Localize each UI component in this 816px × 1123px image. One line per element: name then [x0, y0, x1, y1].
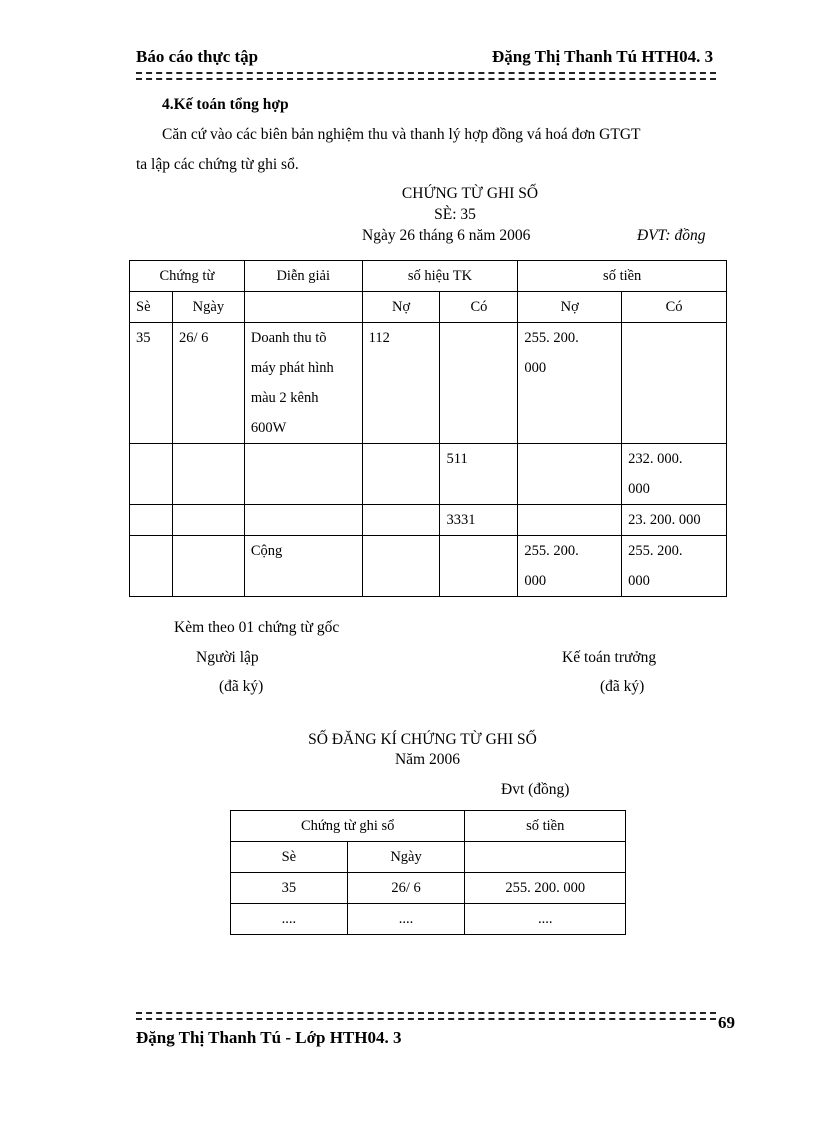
register-title: SỐ ĐĂNG KÍ CHỨNG TỪ GHI SỐ [308, 731, 537, 748]
voucher-number: SÈ: 35 [434, 206, 476, 223]
desc-line: 600W [250, 420, 287, 436]
chief-signed: (đã ký) [600, 678, 645, 695]
paragraph-line-1: Căn cứ vào các biên bản nghiệm thu và thanh lý hợp đồng vá hoá đơn GTGT [162, 126, 641, 143]
desc-line: Doanh thu tõ [250, 330, 327, 346]
desc-line: màu 2 kênh [250, 390, 319, 406]
cell-date: 26/ 6 [347, 873, 465, 904]
col-date: Ngày [172, 292, 244, 323]
paragraph-line-2: ta lập các chứng từ ghi sổ. [136, 156, 299, 173]
voucher-date: Ngày 26 tháng 6 năm 2006 [362, 227, 531, 244]
page-number: 69 [718, 1013, 735, 1032]
amount-line: 255. 200. [628, 543, 683, 559]
preparer-signed: (đã ký) [219, 678, 264, 695]
col-amount: số tiền [518, 261, 727, 292]
register-table [230, 810, 626, 935]
col-no: Sè [231, 842, 348, 873]
amount-line: 000 [628, 481, 650, 497]
cell-debit-account: 112 [362, 323, 440, 444]
table-header-row [231, 811, 626, 842]
voucher-title: CHỨNG TỪ GHI SỐ [401, 185, 539, 202]
col-description: Diễn giải [244, 261, 362, 292]
table-row [231, 904, 626, 935]
col-amount-debit: Nợ [518, 292, 622, 323]
header-divider [136, 72, 716, 80]
col-account-credit: Có [440, 292, 518, 323]
col-amount-credit: Có [622, 292, 727, 323]
cell-amount: .... [465, 904, 626, 935]
table-row [130, 444, 727, 505]
section-title: 4.Kế toán tổng hợp [162, 96, 289, 113]
cell-credit-account: 3331 [440, 505, 518, 536]
cell-no: 35 [130, 323, 173, 444]
table-row-total [130, 536, 727, 597]
amount-line: 000 [628, 573, 650, 589]
table-header-row [130, 261, 727, 292]
register-year: Năm 2006 [394, 751, 460, 768]
col-no: Sè [130, 292, 173, 323]
table-row [130, 323, 727, 444]
amount-line: 255. 200. [524, 543, 579, 559]
col-date: Ngày [347, 842, 465, 873]
voucher-table [129, 260, 727, 597]
chief-label: Kế toán trưởng [562, 649, 657, 666]
table-subheader-row [130, 292, 727, 323]
cell-credit-account: 511 [440, 444, 518, 505]
preparer-label: Người lập [196, 649, 259, 666]
amount-line: 000 [524, 573, 547, 589]
footer-left: Đặng Thị Thanh Tú - Lớp HTH04. 3 [136, 1028, 402, 1047]
amount-line: 232. 000. [628, 451, 683, 467]
col-amount: số tiền [465, 811, 626, 842]
cell-description [244, 323, 362, 444]
desc-line: máy phát hình [250, 360, 334, 376]
table-subheader-row [231, 842, 626, 873]
header-right: Đặng Thị Thanh Tú HTH04. 3 [492, 47, 714, 66]
amount-line: 000 [524, 360, 547, 376]
cell-amount: 255. 200. 000 [465, 873, 626, 904]
register-unit: Đvt (đồng) [501, 781, 570, 798]
table-row [130, 505, 727, 536]
col-account-debit: Nợ [362, 292, 440, 323]
cell-credit-amount: 23. 200. 000 [622, 505, 727, 536]
cell-total-label: Cộng [244, 536, 362, 597]
cell-no: 35 [231, 873, 348, 904]
voucher-unit: ĐVT: đồng [637, 227, 706, 244]
col-voucher: Chứng từ ghi sổ [231, 811, 465, 842]
amount-line: 255. 200. [524, 330, 579, 346]
header-left: Báo cáo thực tập [136, 47, 259, 66]
table-row [231, 873, 626, 904]
cell-total-debit [518, 536, 622, 597]
cell-date: 26/ 6 [172, 323, 244, 444]
cell-date: .... [347, 904, 465, 935]
col-account: số hiệu TK [362, 261, 518, 292]
col-voucher: Chứng từ [130, 261, 245, 292]
footer-divider [136, 1012, 716, 1020]
cell-debit-amount [518, 323, 622, 444]
cell-total-credit [622, 536, 727, 597]
cell-credit-amount [622, 444, 727, 505]
attachment-note: Kèm theo 01 chứng từ gốc [174, 619, 340, 636]
cell-no: .... [231, 904, 348, 935]
